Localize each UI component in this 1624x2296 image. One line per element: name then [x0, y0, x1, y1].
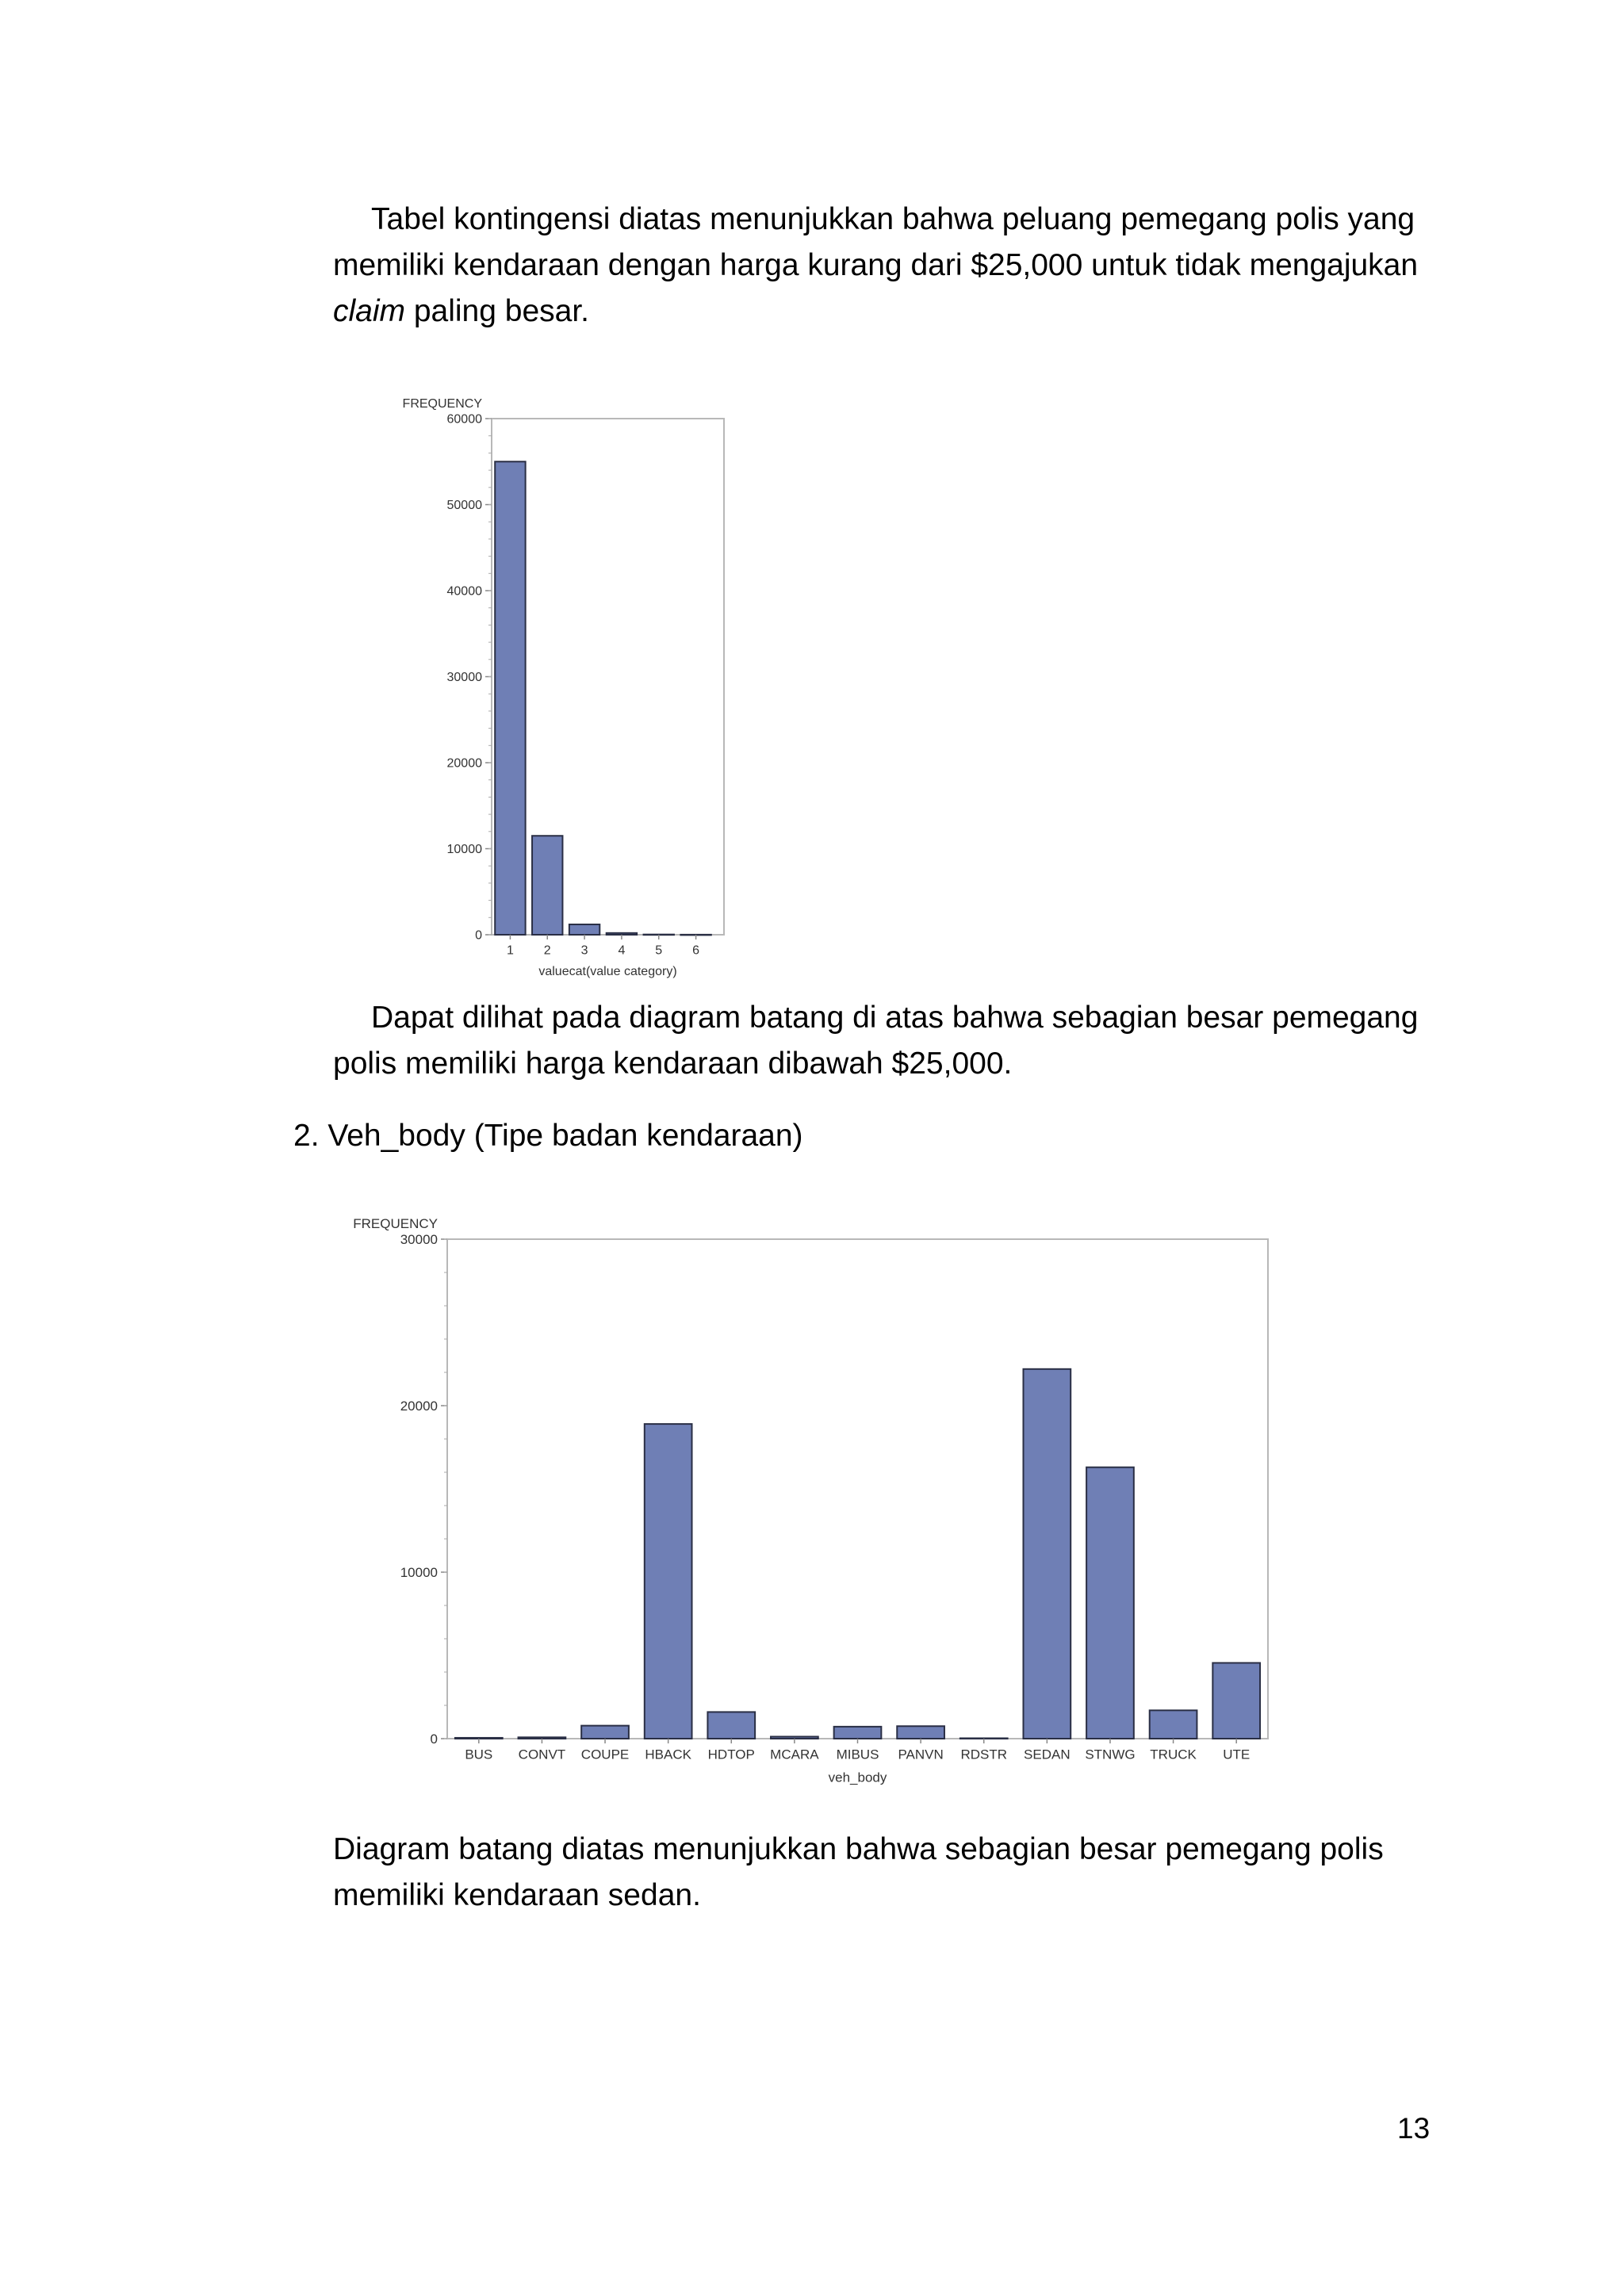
paragraph-valuecat-conclusion	[333, 995, 1427, 1087]
x-tick-label: HDTOP	[707, 1747, 755, 1762]
y-tick-label: 50000	[446, 499, 482, 513]
x-tick-label: COUPE	[580, 1747, 630, 1762]
paragraph-veh-body-conclusion	[333, 1827, 1427, 1919]
x-tick-label: RDSTR	[960, 1747, 1008, 1762]
x-tick-label: 4	[618, 943, 626, 958]
x-tick-label: CONVT	[518, 1747, 566, 1762]
x-tick-label: 2	[543, 943, 551, 958]
x-tick-label: UTE	[1223, 1747, 1251, 1762]
bar	[1212, 1663, 1260, 1739]
bar	[645, 1424, 692, 1739]
bar	[607, 933, 637, 935]
x-axis-label: veh_body	[828, 1770, 887, 1785]
bar	[1150, 1710, 1197, 1739]
paragraph-line: memiliki kendaraan sedan.	[333, 1878, 701, 1912]
x-axis-label: valuecat(value category)	[538, 965, 677, 979]
x-tick-label: MIBUS	[836, 1747, 879, 1762]
x-tick-label: BUS	[465, 1747, 493, 1762]
y-axis-label: FREQUENCY	[353, 1217, 438, 1231]
x-tick-label: STNWG	[1085, 1747, 1136, 1762]
bar	[897, 1726, 944, 1739]
valuecat-bar-chart	[373, 396, 753, 999]
x-tick-label: HBACK	[645, 1747, 691, 1762]
paragraph-line: Diagram batang diatas menunjukkan bahwa sebagian besar pemegang polis	[333, 1832, 1384, 1866]
bar	[455, 1738, 503, 1739]
bar	[581, 1726, 629, 1739]
x-tick-label: 6	[692, 943, 700, 958]
bar	[532, 836, 562, 935]
paragraph-line: paling besar.	[405, 294, 590, 328]
bar	[495, 461, 525, 935]
y-tick-label: 0	[475, 928, 482, 943]
section-heading: 2. Veh_body (Tipe badan kendaraan)	[293, 1119, 803, 1153]
paragraph-valuecat-intro	[333, 197, 1427, 335]
bar	[1086, 1468, 1134, 1739]
y-tick-label: 30000	[400, 1231, 438, 1247]
y-tick-label: 60000	[446, 412, 482, 427]
bar	[960, 1738, 1008, 1739]
y-tick-label: 20000	[446, 756, 482, 771]
y-tick-label: 10000	[446, 843, 482, 857]
y-axis-label: FREQUENCY	[402, 397, 482, 411]
bar	[834, 1727, 882, 1739]
x-tick-label: TRUCK	[1150, 1747, 1197, 1762]
y-tick-label: 40000	[446, 584, 482, 599]
x-tick-label: 5	[655, 943, 663, 958]
x-tick-label: 1	[506, 943, 514, 958]
y-tick-label: 20000	[400, 1398, 438, 1414]
x-tick-label: SEDAN	[1024, 1747, 1071, 1762]
bar	[771, 1736, 818, 1739]
y-tick-label: 0	[430, 1731, 438, 1747]
y-tick-label: 30000	[446, 671, 482, 685]
bar	[707, 1712, 755, 1739]
paragraph-italic-word: claim	[333, 294, 406, 328]
veh-body-bar-chart	[333, 1217, 1285, 1804]
bar	[519, 1737, 566, 1739]
paragraph-line: memiliki kendaraan dengan harga kurang dari $25,000 untuk tidak mengajukan	[333, 248, 1419, 282]
paragraph-line: Dapat dilihat pada diagram batang di atas bahwa sebagian besar pemegang	[371, 1001, 1419, 1035]
y-tick-label: 10000	[400, 1564, 438, 1580]
x-tick-label: 3	[580, 943, 588, 958]
plot-frame	[492, 419, 724, 935]
bar	[1023, 1369, 1071, 1739]
paragraph-line: Tabel kontingensi diatas menunjukkan bahwa peluang pemegang polis yang	[371, 202, 1415, 236]
paragraph-line: polis memiliki harga kendaraan dibawah $25,000.	[333, 1047, 1013, 1081]
page-number: 13	[1397, 2112, 1431, 2145]
bar	[569, 924, 599, 935]
plot-frame	[447, 1239, 1268, 1739]
x-tick-label: PANVN	[898, 1747, 944, 1762]
x-tick-label: MCARA	[770, 1747, 819, 1762]
